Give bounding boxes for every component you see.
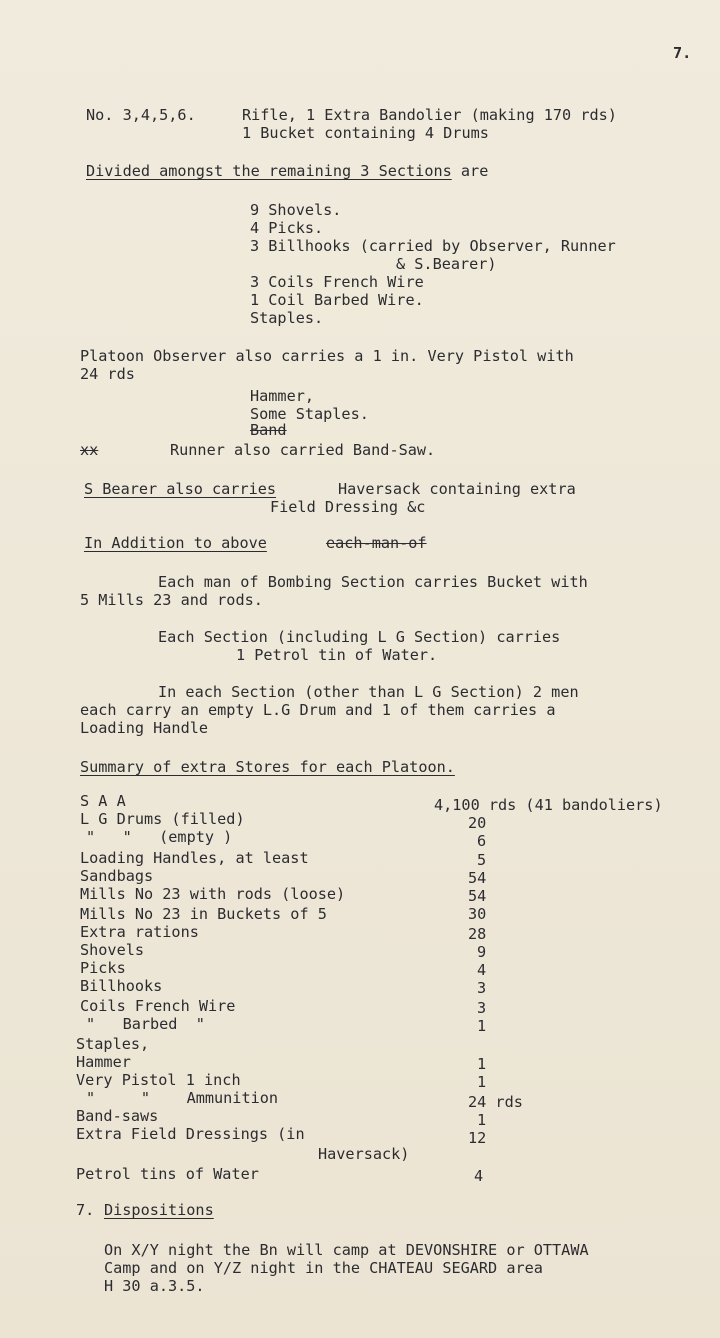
summary-value: 28	[468, 925, 487, 943]
summary-value: 4	[474, 1167, 484, 1185]
summary-item: Picks	[80, 959, 126, 977]
summary-item: Billhooks	[80, 977, 163, 995]
divided-item: 4 Picks.	[250, 219, 324, 237]
summary-value: 5	[477, 851, 487, 869]
summary-item: Mills No 23 in Buckets of 5	[80, 905, 327, 923]
runner-line: Runner also carried Band-Saw.	[170, 441, 436, 459]
struck-mark: xx	[80, 441, 99, 459]
summary-value: 1	[477, 1017, 487, 1035]
divided-heading-line	[86, 162, 488, 180]
summary-item: L G Drums (filled)	[80, 810, 245, 828]
summary-item: Mills No 23 with rods (loose)	[80, 885, 346, 903]
summary-item: " " Ammunition	[86, 1089, 279, 1107]
addition-paragraph-3: Loading Handle	[80, 719, 209, 737]
divided-item: & S.Bearer)	[396, 255, 497, 273]
addition-heading: In Addition to above	[84, 534, 267, 552]
summary-value: 9	[477, 943, 487, 961]
divided-item: 9 Shovels.	[250, 201, 342, 219]
divided-item: Staples.	[250, 309, 324, 327]
summary-item: Loading Handles, at least	[80, 849, 309, 867]
summary-item: Extra rations	[80, 923, 199, 941]
summary-value: 1	[477, 1111, 487, 1129]
bearer-heading: S Bearer also carries	[84, 480, 277, 498]
addition-paragraph-3: each carry an empty L.G Drum and 1 of them carries a	[80, 701, 556, 719]
summary-item: " Barbed "	[86, 1015, 205, 1033]
summary-value: 12	[468, 1129, 487, 1147]
bearer-line-1: Haversack containing extra	[338, 480, 576, 498]
summary-value: 4	[477, 961, 487, 979]
summary-value: 30	[468, 905, 487, 923]
dispositions-heading: Dispositions	[104, 1201, 214, 1219]
addition-paragraph-2: 1 Petrol tin of Water.	[236, 646, 438, 664]
summary-item: Hammer	[76, 1053, 131, 1071]
divided-item: 3 Coils French Wire	[250, 273, 424, 291]
observer-line-1: Platoon Observer also carries a 1 in. Very Pistol with	[80, 347, 574, 365]
summary-heading: Summary of extra Stores for each Platoon.	[80, 758, 455, 776]
divided-heading-suffix: are	[460, 162, 489, 180]
dispositions-line-1: On X/Y night the Bn will camp at DEVONSHIRE or OTTAWA	[104, 1241, 589, 1259]
summary-value: 20	[468, 814, 487, 832]
addition-struck-text: each-man-of	[326, 534, 427, 552]
addition-paragraph-3: In each Section (other than L G Section) 2 men	[158, 683, 579, 701]
addition-paragraph-1: 5 Mills 23 and rods.	[80, 591, 263, 609]
observer-line-2: 24 rds	[80, 365, 135, 383]
summary-value: 54	[468, 869, 487, 887]
divided-item: 3 Billhooks (carried by Observer, Runner	[250, 237, 616, 255]
summary-item: " " (empty )	[86, 828, 233, 846]
summary-item: Sandbags	[80, 867, 154, 885]
dispositions-line-2: Camp and on Y/Z night in the CHATEAU SEGARD area	[104, 1259, 543, 1277]
divided-heading: Divided amongst the remaining 3 Sections	[86, 162, 452, 180]
summary-value: 1	[477, 1073, 487, 1091]
sections-label: No. 3,4,5,6.	[86, 106, 196, 124]
observer-item-hammer: Hammer,	[250, 387, 315, 405]
bearer-line-2: Field Dressing &c	[270, 498, 426, 516]
summary-value: 54	[468, 887, 487, 905]
sections-line-2: 1 Bucket containing 4 Drums	[242, 124, 489, 142]
summary-item: Very Pistol 1 inch	[76, 1071, 241, 1089]
summary-item: Shovels	[80, 941, 145, 959]
summary-item: S A A	[80, 792, 126, 810]
summary-value: 6	[477, 832, 487, 850]
dispositions-number: 7.	[76, 1201, 95, 1219]
summary-item: Coils French Wire	[80, 997, 236, 1015]
summary-value: 3	[477, 999, 487, 1017]
summary-item: Extra Field Dressings (in	[76, 1125, 305, 1143]
dispositions-line-3: H 30 a.3.5.	[104, 1277, 205, 1295]
summary-value: 3	[477, 979, 487, 997]
summary-item: Band-saws	[76, 1107, 159, 1125]
summary-item: Petrol tins of Water	[76, 1165, 259, 1183]
addition-paragraph-2: Each Section (including L G Section) carries	[158, 628, 561, 646]
addition-paragraph-1: Each man of Bombing Section carries Bucket with	[158, 573, 588, 591]
summary-value: 24 rds	[468, 1093, 523, 1111]
summary-item: Haversack)	[318, 1145, 410, 1163]
sections-line-1: Rifle, 1 Extra Bandolier (making 170 rds)	[242, 106, 617, 124]
summary-item: Staples,	[76, 1035, 150, 1053]
summary-value: 4,100 rds (41 bandoliers)	[434, 796, 663, 814]
struck-word: Band	[250, 421, 287, 439]
observer-item-staples: Some Staples.	[250, 405, 369, 423]
page-number: 7.	[673, 44, 692, 62]
divided-item: 1 Coil Barbed Wire.	[250, 291, 424, 309]
summary-value: 1	[477, 1055, 487, 1073]
